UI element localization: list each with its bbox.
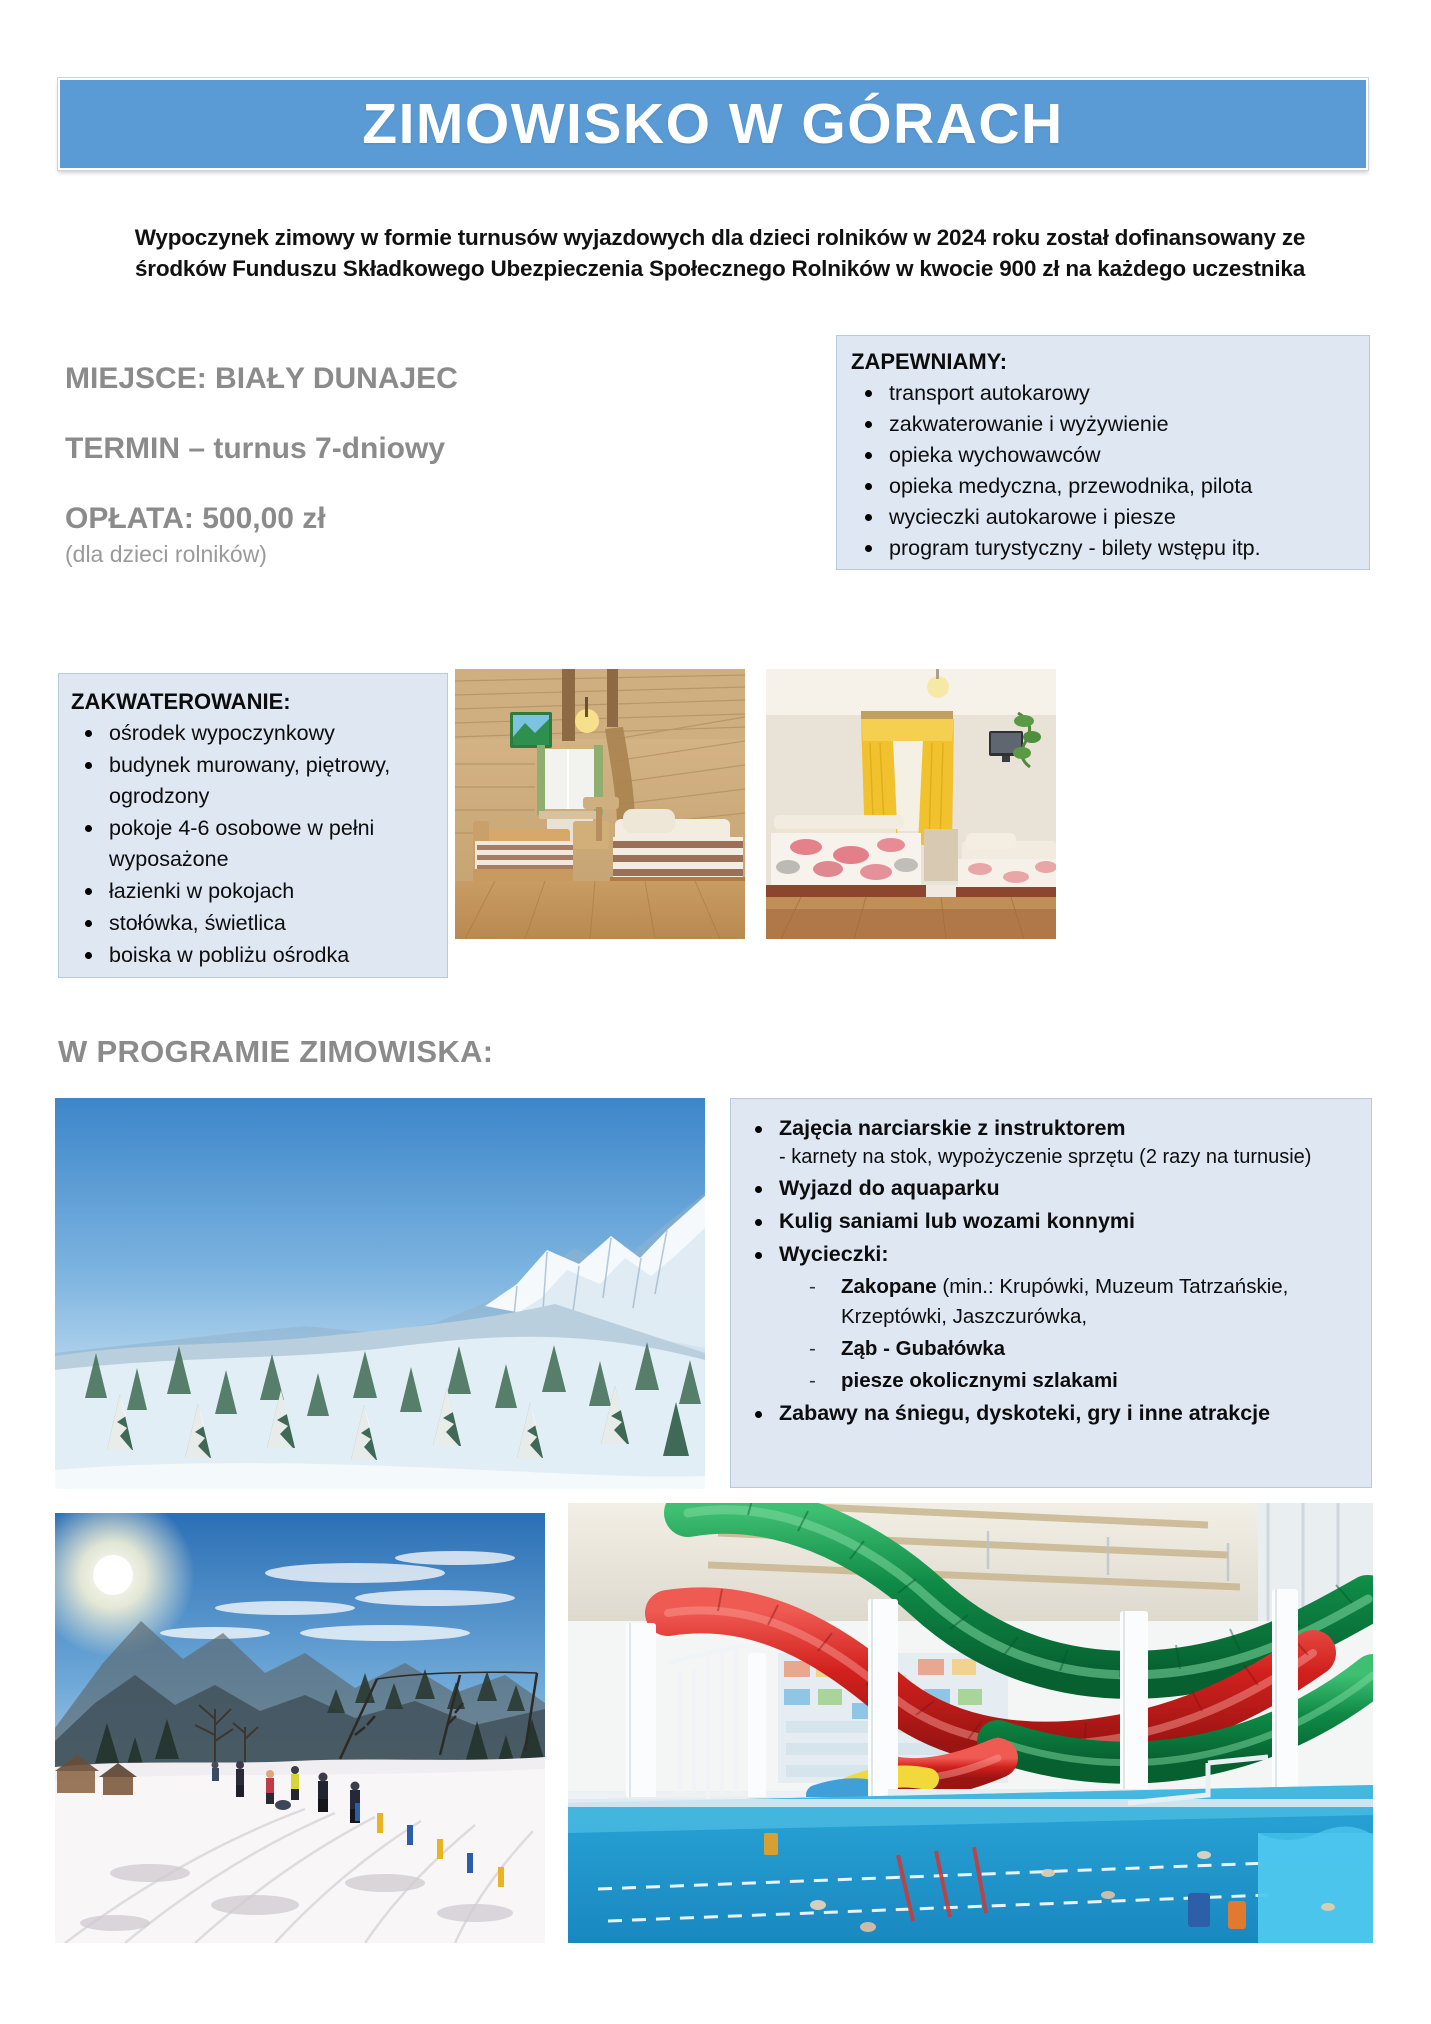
list-item: budynek murowany, piętrowy, ogrodzony bbox=[71, 750, 439, 812]
zakwaterowanie-panel bbox=[58, 673, 448, 978]
list-item: łazienki w pokojach bbox=[71, 876, 439, 907]
list-item bbox=[741, 1113, 1363, 1171]
wooden-mountain-room-photo bbox=[455, 669, 745, 939]
list-item: opieka wychowawców bbox=[851, 440, 1359, 470]
list-item: Wyjazd do aquaparku bbox=[741, 1173, 1363, 1204]
list-item bbox=[779, 1272, 1363, 1332]
list-item bbox=[741, 1239, 1363, 1396]
list-item: - piesze okolicznymi szlakami bbox=[779, 1366, 1363, 1396]
info-spacer-1 bbox=[65, 396, 625, 432]
list-item: boiska w pobliżu ośrodka bbox=[71, 940, 439, 971]
list-item: - Ząb - Gubałówka bbox=[779, 1334, 1363, 1364]
program-panel bbox=[730, 1098, 1372, 1488]
list-item: ośrodek wypoczynkowy bbox=[71, 718, 439, 749]
list-item: program turystyczny - bilety wstępu itp. bbox=[851, 533, 1359, 563]
program-heading: W PROGRAMIE ZIMOWISKA: bbox=[58, 1034, 494, 1069]
list-item: Kulig saniami lub wozami konnymi bbox=[741, 1206, 1363, 1237]
page-title: ZIMOWISKO W GÓRACH bbox=[362, 92, 1064, 156]
funding-subtitle-line-2: środków Funduszu Składkowego Ubezpieczenia Społecznego Rolników w kwocie 900 zł na każdego uczestnika bbox=[134, 256, 1306, 281]
header-banner bbox=[58, 78, 1368, 170]
funding-subtitle-line-1: Wypoczynek zimowy w formie turnusów wyjazdowych dla dzieci rolników w 2024 roku został dofinansowany ze bbox=[134, 225, 1306, 250]
zakwaterowanie-title: ZAKWATEROWANIE: bbox=[71, 689, 291, 714]
zapewniamy-list bbox=[851, 378, 1359, 563]
snowy-tatra-mountains-photo bbox=[55, 1098, 705, 1489]
program-item-1-note: - karnety na stok, wypożyczenie sprzętu (2 razy na turnusie) bbox=[779, 1146, 1312, 1168]
list-item: Zabawy na śniegu, dyskoteki, gry i inne atrakcje bbox=[741, 1398, 1363, 1429]
info-term: TERMIN – turnus 7-dniowy bbox=[65, 432, 446, 465]
info-spacer-2 bbox=[65, 466, 625, 502]
program-item-1-label: Zajęcia narciarskie z instruktorem bbox=[779, 1116, 1126, 1140]
list-item: stołówka, świetlica bbox=[71, 908, 439, 939]
info-fee-note: (dla dzieci rolników) bbox=[65, 541, 267, 567]
ski-slope-with-skiers-photo bbox=[55, 1513, 545, 1943]
list-item: opieka medyczna, przewodnika, pilota bbox=[851, 471, 1359, 501]
funding-subtitle bbox=[85, 222, 1355, 284]
zakwaterowanie-list bbox=[71, 718, 439, 971]
trip-zakopane-name: Zakopane bbox=[841, 1275, 937, 1298]
aquapark-water-slides-photo bbox=[568, 1503, 1373, 1943]
program-list bbox=[741, 1113, 1363, 1429]
list-item: wycieczki autokarowe i piesze bbox=[851, 502, 1359, 532]
camp-info-block bbox=[65, 362, 625, 569]
trip-zakopane-detail: (min.: Krupówki, Muzeum Tatrzańskie, bbox=[936, 1275, 1289, 1298]
trip-zakopane-detail-line-2: Krzeptówki, Jaszczurówka, bbox=[841, 1305, 1088, 1328]
info-fee: OPŁATA: 500,00 zł bbox=[65, 502, 326, 535]
zapewniamy-title: ZAPEWNIAMY: bbox=[851, 349, 1008, 374]
list-item: pokoje 4-6 osobowe w pełni wyposażone bbox=[71, 813, 439, 875]
yellow-curtain-room-photo bbox=[766, 669, 1056, 939]
program-trips-label: Wycieczki: bbox=[779, 1242, 889, 1266]
info-place: MIEJSCE: BIAŁY DUNAJEC bbox=[65, 362, 458, 395]
program-trips-list bbox=[779, 1272, 1363, 1396]
list-item: zakwaterowanie i wyżywienie bbox=[851, 409, 1359, 439]
list-item: transport autokarowy bbox=[851, 378, 1359, 408]
zapewniamy-panel bbox=[836, 335, 1370, 570]
